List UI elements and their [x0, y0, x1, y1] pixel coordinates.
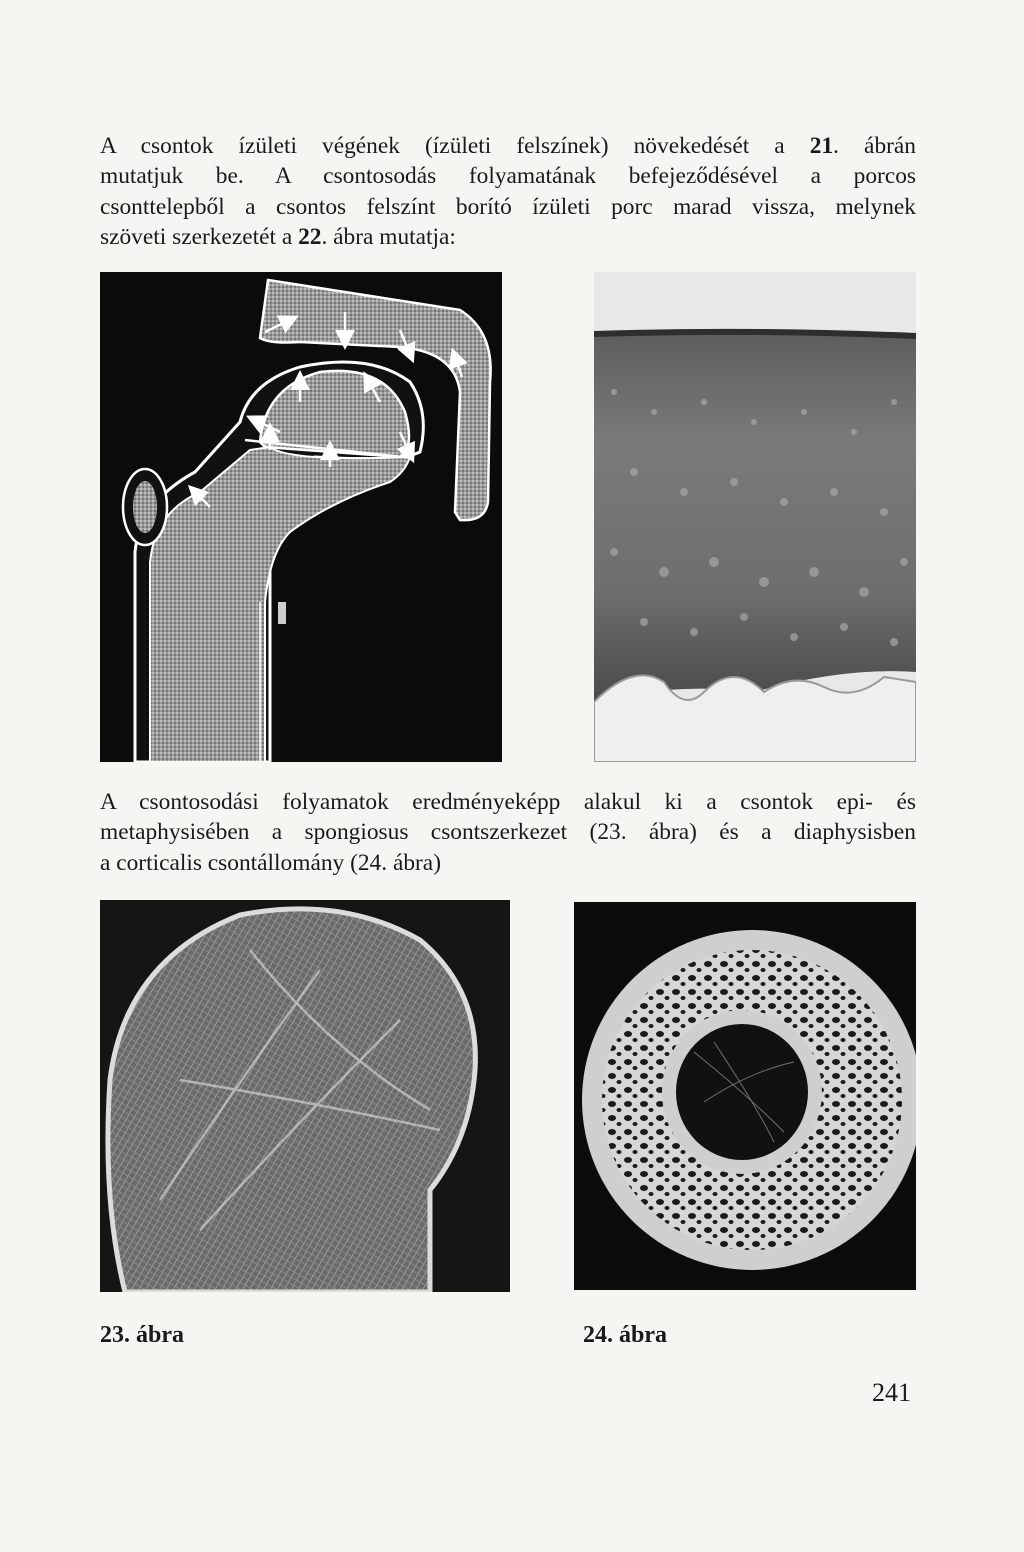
paragraph-intro [100, 131, 916, 252]
articular-cartilage-micrograph-icon [594, 272, 916, 762]
femur-head-growth-diagram-icon [100, 272, 502, 762]
cortical-bone-cross-section-icon [574, 902, 916, 1290]
figure-21-femur-diagram [100, 272, 502, 762]
figure-22-cartilage-micrograph [594, 272, 916, 762]
figure-23-caption: 23. ábra [100, 1322, 184, 1348]
text-line: mutatjuk be. A csontosodás folyamatának befejeződésével a porcos [100, 163, 916, 190]
figure-23-spongiosus-radiograph [100, 900, 510, 1292]
text-line: A csontosodási folyamatok eredményeképp alakul ki a csontok epi- és [100, 789, 916, 815]
text-line: A csontok ízületi végének (ízületi felszínek) növekedését a 21. ábrán [100, 133, 917, 159]
text-line: metaphysisében a spongiosus csontszerkezet (23. ábra) és a diaphysisben [100, 819, 916, 846]
figure-24-caption: 24. ábra [583, 1322, 667, 1348]
text-line: szöveti szerkezetét a 22. ábra mutatja: [100, 223, 456, 250]
text-line: a corticalis csontállomány (24. ábra) [100, 849, 441, 876]
paragraph-ossification [100, 787, 916, 878]
page-number: 241 [872, 1378, 911, 1407]
figure-24-cortical-cross-section [574, 902, 916, 1290]
spongiosus-bone-radiograph-icon [100, 900, 510, 1292]
text-line: csonttelepből a csontos felszínt borító ízületi porc marad vissza, melynek [100, 193, 916, 220]
